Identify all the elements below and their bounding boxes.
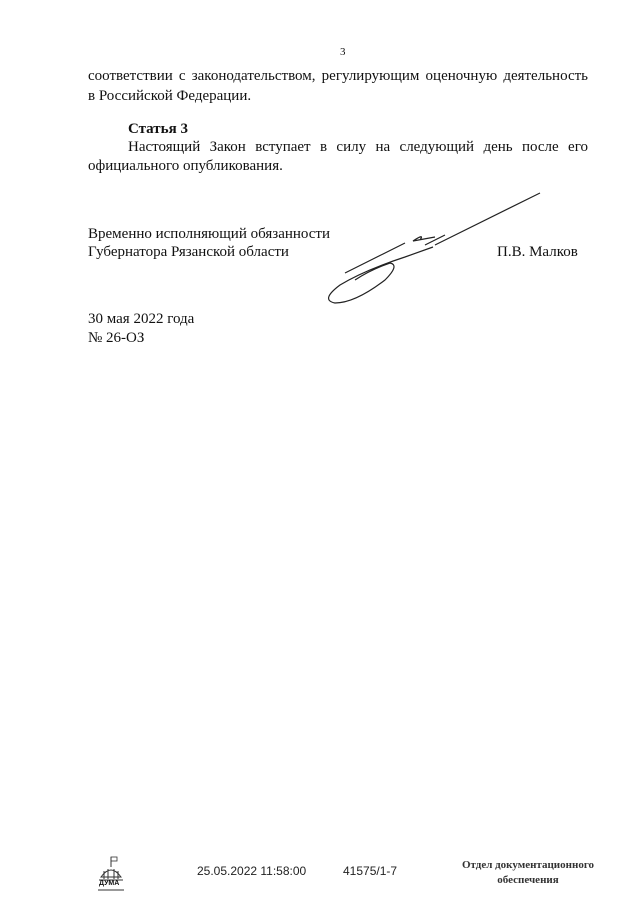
duma-logo xyxy=(96,855,126,893)
footer-timestamp: 25.05.2022 11:58:00 xyxy=(197,864,307,878)
article-heading: Статья 3 xyxy=(128,121,188,137)
document-number: № 26-ОЗ xyxy=(88,330,145,346)
department-line: обеспечения xyxy=(497,874,559,886)
handwritten-signature xyxy=(315,185,555,310)
paragraph-line: соответствии с законодательством, регулирующим оценочную деятельность xyxy=(88,68,588,84)
signer-position: Губернатора Рязанской области xyxy=(88,244,289,260)
paragraph-line: в Российской Федерации. xyxy=(88,88,252,104)
signer-position: Временно исполняющий обязанности xyxy=(88,226,331,242)
logo-text: ДУМА xyxy=(99,880,120,887)
department-line: Отдел документационного xyxy=(461,859,595,871)
page-number: 3 xyxy=(340,46,346,58)
article-line: официального опубликования. xyxy=(88,158,283,174)
department-stamp xyxy=(448,858,608,888)
footer-reg-number: 41575/1-7 xyxy=(343,864,398,878)
signer-name: П.В. Малков xyxy=(497,244,578,260)
article-line: Настоящий Закон вступает в силу на следующий день после его xyxy=(128,139,588,155)
document-date: 30 мая 2022 года xyxy=(88,311,195,327)
